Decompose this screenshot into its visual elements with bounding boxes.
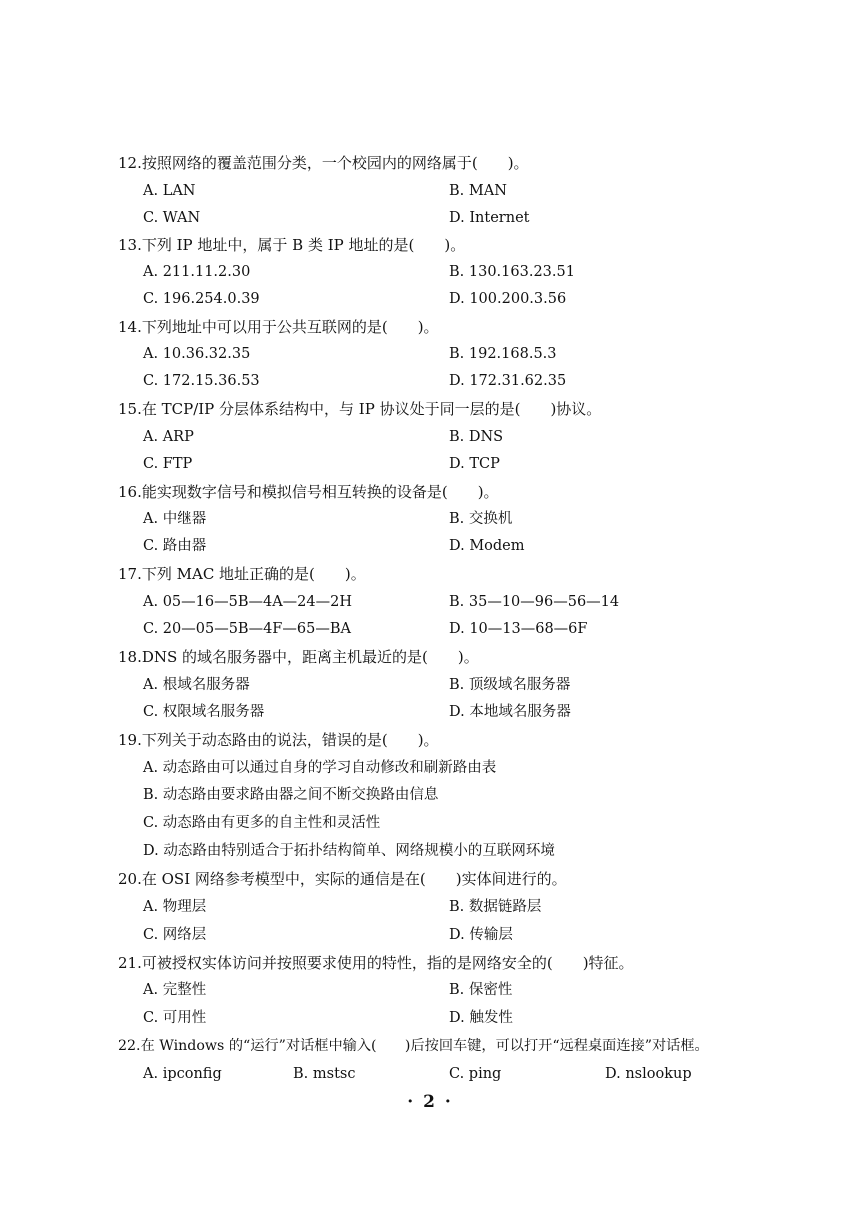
q21-option-d: D. 触发性 [449, 1010, 513, 1026]
q19-option-d: D. 动态路由特别适合于拓扑结构简单、网络规模小的互联网环境 [143, 843, 555, 859]
q16-option-b: B. 交换机 [449, 511, 513, 527]
q17-option-b: B. 35—10—96—56—14 [449, 594, 620, 610]
q19-option-c: C. 动态路由有更多的自主性和灵活性 [143, 815, 381, 831]
q19-option-b: B. 动态路由要求路由器之间不断交换路由信息 [143, 787, 439, 803]
q15-option-a: A. ARP [143, 429, 194, 445]
q13-option-c: C. 196.254.0.39 [143, 291, 260, 307]
q12-option-c: C. WAN [143, 210, 201, 226]
q21-option-b: B. 保密性 [449, 982, 513, 998]
q12-option-a: A. LAN [143, 183, 196, 199]
q19-option-a: A. 动态路由可以通过自身的学习自动修改和刷新路由表 [143, 760, 497, 776]
q18-option-d: D. 本地域名服务器 [449, 704, 571, 720]
question-13: 13.下列 IP 地址中，属于 B 类 IP 地址的是( )。 [118, 236, 466, 254]
q20-option-d: D. 传输层 [449, 927, 513, 943]
q15-option-d: D. TCP [449, 456, 500, 472]
q20-option-b: B. 数据链路层 [449, 899, 542, 915]
question-16: 16.能实现数字信号和模拟信号相互转换的设备是( )。 [118, 483, 499, 501]
q14-option-c: C. 172.15.36.53 [143, 373, 260, 389]
q14-option-a: A. 10.36.32.35 [143, 346, 251, 362]
q22-option-b: B. mstsc [293, 1066, 356, 1082]
q15-option-c: C. FTP [143, 456, 193, 472]
q14-option-d: D. 172.31.62.35 [449, 373, 567, 389]
q18-option-c: C. 权限域名服务器 [143, 704, 265, 720]
question-18: 18.DNS 的域名服务器中，距离主机最近的是( )。 [118, 648, 479, 666]
q22-option-c: C. ping [449, 1066, 502, 1082]
question-22: 22.在 Windows 的“运行”对话框中输入( )后按回车键，可以打开“远程桌面连接”对话框。 [118, 1038, 709, 1054]
question-12: 12.按照网络的覆盖范围分类，一个校园内的网络属于( )。 [118, 154, 529, 172]
q17-option-a: A. 05—16—5B—4A—24—2H [143, 594, 352, 610]
question-20: 20.在 OSI 网络参考模型中，实际的通信是在( )实体间进行的。 [118, 870, 567, 888]
q21-option-a: A. 完整性 [143, 982, 207, 998]
page-number: · 2 · [407, 1092, 453, 1112]
q22-option-d: D. nslookup [605, 1066, 692, 1082]
q15-option-b: B. DNS [449, 429, 504, 445]
q16-option-d: D. Modem [449, 538, 525, 554]
q13-option-d: D. 100.200.3.56 [449, 291, 567, 307]
q12-option-b: B. MAN [449, 183, 507, 199]
q21-option-c: C. 可用性 [143, 1010, 207, 1026]
q18-option-a: A. 根域名服务器 [143, 677, 250, 693]
question-17: 17.下列 MAC 地址正确的是( )。 [118, 565, 366, 583]
q17-option-c: C. 20—05—5B—4F—65—BA [143, 621, 351, 637]
q18-option-b: B. 顶级域名服务器 [449, 677, 571, 693]
q13-option-b: B. 130.163.23.51 [449, 264, 575, 280]
q12-option-d: D. Internet [449, 210, 530, 226]
question-15: 15.在 TCP/IP 分层体系结构中，与 IP 协议处于同一层的是( )协议。 [118, 400, 602, 418]
q13-option-a: A. 211.11.2.30 [143, 264, 251, 280]
question-14: 14.下列地址中可以用于公共互联网的是( )。 [118, 318, 439, 336]
q20-option-a: A. 物理层 [143, 899, 207, 915]
q16-option-a: A. 中继器 [143, 511, 207, 527]
q22-option-a: A. ipconfig [143, 1066, 222, 1082]
q20-option-c: C. 网络层 [143, 927, 207, 943]
q16-option-c: C. 路由器 [143, 538, 207, 554]
question-21: 21.可被授权实体访问并按照要求使用的特性，指的是网络安全的( )特征。 [118, 954, 634, 972]
q17-option-d: D. 10—13—68—6F [449, 621, 588, 637]
question-19: 19.下列关于动态路由的说法，错误的是( )。 [118, 731, 439, 749]
q14-option-b: B. 192.168.5.3 [449, 346, 557, 362]
